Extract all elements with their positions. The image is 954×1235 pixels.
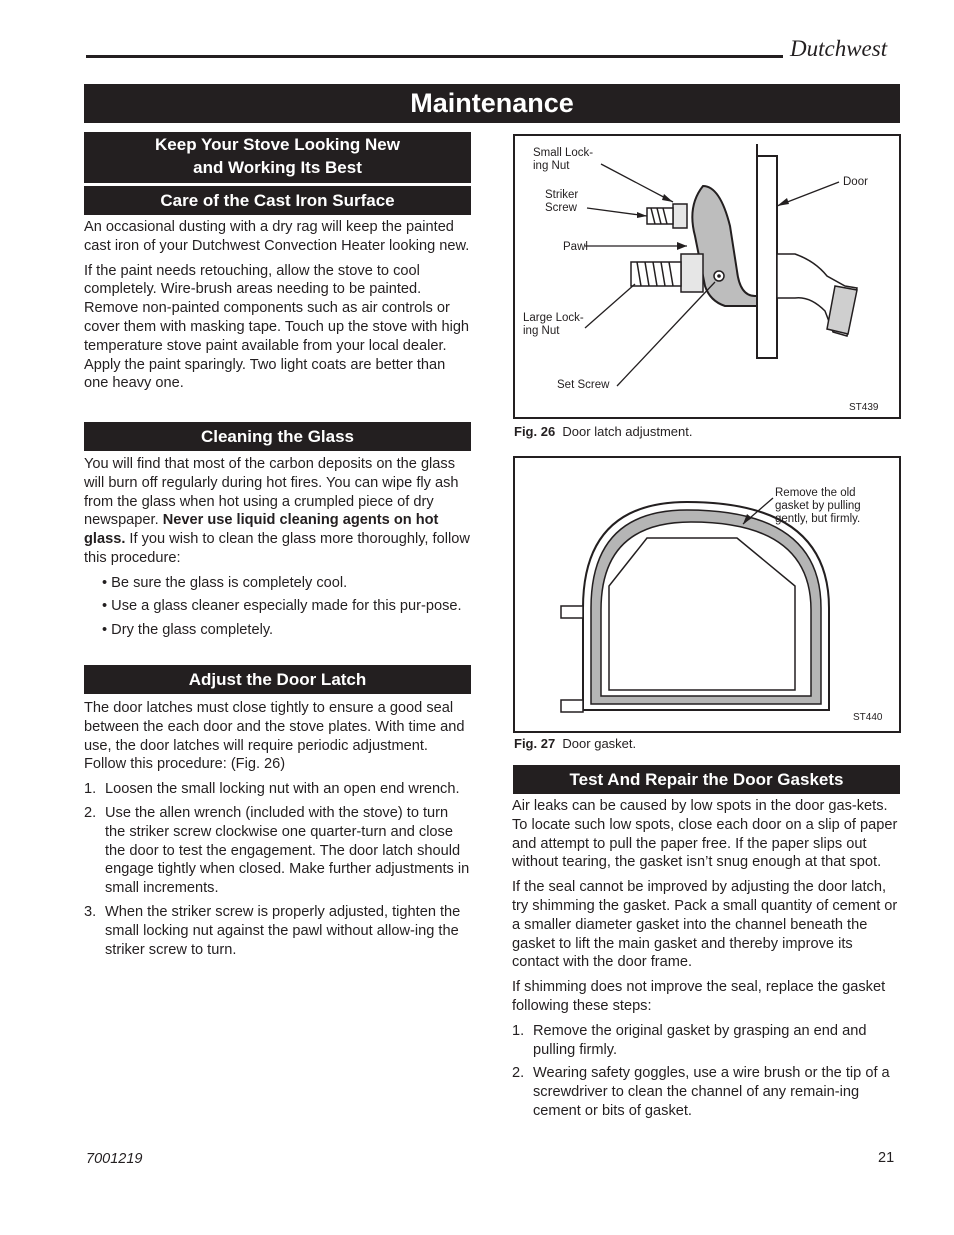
text-run: If you wish to clean the glass more thoroughly, follow this procedure: [84,531,470,566]
hinge-bottom [561,700,583,712]
gasket-note-3: gently, but firmly. [775,513,861,525]
step-number: 1. [84,781,97,798]
section-banner [84,132,471,183]
large-screw [631,262,681,286]
door-plate [757,156,777,358]
label-large-nut [523,312,584,337]
step-text: Remove the original gasket by grasping an end and pulling firmly. [533,1022,867,1058]
brand-name: Dutchwest [790,36,888,61]
bullet-item: • Dry the glass completely. [102,622,274,639]
list-item [84,780,472,799]
warning-text: Never use liquid cleaning agents on hot glass. [84,512,439,548]
header-rule [86,55,783,58]
gasket-note-2: gasket by pulling [775,500,861,512]
figure-caption [514,736,636,751]
text-run: You will find that most of the carbon deposits on the glass will burn off regularly during hot fires. You can wipe fly ash from the glass when hot using a crumpled piece of dry newspaper. [84,456,459,529]
caption-text: Door gasket. [562,736,637,751]
doc-number: 7001219 [86,1151,143,1167]
step-number: 2. [512,1065,525,1082]
heading-door-latch: Adjust the Door Latch [84,665,471,694]
step-text: When the striker screw is properly adjusted, tighten the small locking nut against the pawl without allow-ing the striker screw to turn. [105,903,461,958]
label-small-nut [533,147,593,172]
step-number: 1. [512,1022,525,1039]
paragraph: If the seal cannot be improved by adjusting the door latch, try shimming the gasket. Pack a small quantity of cement or a smaller diameter gasket into the channel beneath the gasket to lift the main gasket and thereby improve its contact with the door frame. [512,879,898,971]
banner-line-1: Keep Your Stove Looking New [155,135,400,154]
page-number: 21 [878,1150,895,1166]
cleaning-glass-text [84,455,472,644]
figure-code: ST439 [849,402,879,413]
caption-number: Fig. 27 [514,736,556,751]
figure-door-latch [513,134,901,419]
figure-code: ST440 [853,712,883,723]
step-text: Wearing safety goggles, use a wire brush or the tip of a screwdriver to clean the channel of any remain-ing cement or bits of gasket. [533,1065,890,1119]
banner-line-2: and Working Its Best [193,158,362,177]
figure-door-gasket [513,456,901,733]
heading-cleaning-glass: Cleaning the Glass [84,422,471,451]
caption-number: Fig. 26 [514,424,556,439]
door-latch-text [84,699,472,964]
step-text: Use the allen wrench (included with the stove) to turn the striker screw clockwise one quarter-turn and close the door to test the engagement. The door latch should engage tightly when closed. Make further adjustments in small increments. [105,804,470,897]
door-gasket-illustration [515,458,899,731]
label-large-nut-2: ing Nut [523,325,560,337]
label-striker-1: Striker [545,189,579,201]
cast-iron-text [84,218,472,399]
figure-caption [514,424,693,439]
small-nut [673,204,687,228]
gasket-note [775,487,864,525]
bullet-item: • Be sure the glass is completely cool. [102,574,348,591]
label-striker [545,189,578,214]
label-pawl: Pawl [563,241,588,253]
label-large-nut-1: Large Lock- [523,312,584,324]
list-item [512,1022,900,1060]
step-text: Loosen the small locking nut with an open end wrench. [105,781,460,798]
door-latch-illustration [515,136,899,417]
paragraph: If the paint needs retouching, allow the stove to cool completely. Wire-brush areas needing to be painted. Remove non-painted components such as air controls or cover them with masking tape. Touch up the stove with high temperature stove paint available from your local dealer. Apply the paint sparingly. Two light coats are better than one heavy one. [84,262,470,392]
label-small-nut-2: ing Nut [533,160,570,172]
caption-text: Door latch adjustment. [562,424,693,439]
label-set-screw: Set Screw [557,379,610,391]
paragraph [84,455,472,568]
paragraph: If shimming does not improve the seal, replace the gasket following these steps: [512,979,886,1014]
bullet-item: • Use a glass cleaner especially made for this pur-pose. [102,597,462,614]
list-item [84,903,472,959]
hinge-top [561,606,583,618]
page-title: Maintenance [84,84,900,123]
heading-door-gaskets: Test And Repair the Door Gaskets [513,765,900,794]
paragraph: Air leaks can be caused by low spots in the door gas-kets. To locate such low spots, close each door on a slip of paper and attempt to pull the paper free. If the paper slips out without tearing, the gasket isn’t snug enough at that spot. [512,798,898,871]
striker-screw [647,208,673,224]
heading-cast-iron: Care of the Cast Iron Surface [84,186,471,215]
step-number: 2. [84,804,97,821]
door-gaskets-text [512,797,900,1126]
paragraph: An occasional dusting with a dry rag will keep the painted cast iron of your Dutchwest Convection Heater looking new. [84,219,470,254]
large-nut [681,254,703,292]
label-small-nut-1: Small Lock- [533,147,594,159]
list-item [84,804,472,898]
step-number: 3. [84,903,97,920]
label-door: Door [843,176,868,188]
label-striker-2: Screw [545,202,577,214]
paragraph: The door latches must close tightly to ensure a good seal between the each door and the stove plates. With time and use, the door latches will require periodic adjustment. Follow this procedure: (Fig. 26) [84,700,465,773]
list-item [512,1064,900,1120]
gasket-note-1: Remove the old [775,487,856,499]
